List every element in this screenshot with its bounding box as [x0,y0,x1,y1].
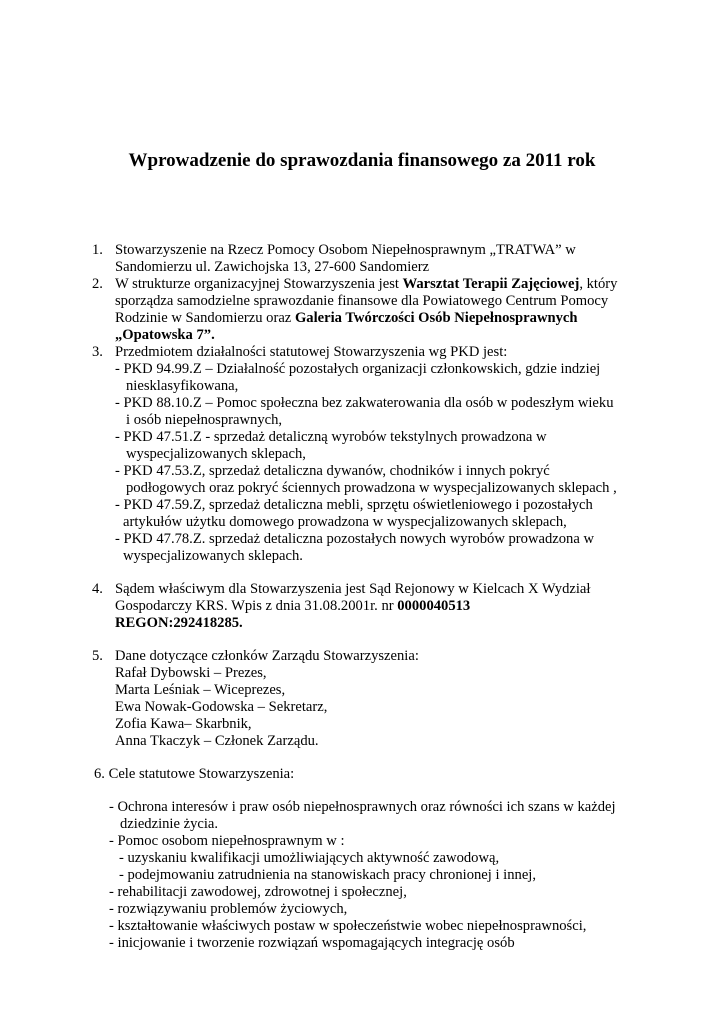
pkd-4-line-1: - PKD 47.53.Z, sprzedaż detaliczna dywanów, chodników i innych pokryć [115,463,550,479]
item-4-line-3 [115,615,243,632]
pkd-6-line-1: - PKD 47.78.Z. sprzedaż detaliczna pozostałych nowych wyrobów prowadzona w [115,531,595,547]
item-5-number: 5. [92,648,103,664]
item-6-heading: 6. Cele statutowe Stowarzyszenia: [94,766,295,782]
item-4-line-1: Sądem właściwym dla Stowarzyszenia jest Sąd Rejonowy w Kielcach X Wydział [115,581,591,597]
goal-2-sub-2: - podejmowaniu zatrudnienia na stanowiskach pracy chronionej i innej, [119,867,537,883]
board-member: Zofia Kawa– Skarbnik, [115,716,252,732]
item-2-line-4 [115,327,215,344]
item-1-line-1: Stowarzyszenie na Rzecz Pomocy Osobom Niepełnosprawnym „TRATWA” w [115,242,576,258]
goal-4: - rozwiązywaniu problemów życiowych, [109,901,348,917]
item-2-line-3-text: Rodzinie w Sandomierzu oraz [115,310,295,326]
item-2-workshop-name: Warsztat Terapii Zajęciowej [402,276,580,292]
pkd-5-line-2: artykułów użytku domowego prowadzona w wyspecjalizowanych sklepach, [123,514,567,530]
document-title: Wprowadzenie do sprawozdania finansowego za 2011 rok [128,150,596,171]
goal-5: - kształtowanie właściwych postaw w społeczeństwie wobec niepełnosprawności, [109,918,587,934]
board-member: Anna Tkaczyk – Członek Zarządu. [115,733,319,749]
board-member: Ewa Nowak-Godowska – Sekretarz, [115,699,328,715]
item-4-line-2 [115,598,470,615]
goal-2: - Pomoc osobom niepełnosprawnym w : [109,833,345,849]
item-4-number: 4. [92,581,103,597]
item-4-line-2-text: Gospodarczy KRS. Wpis z dnia 31.08.2001r. nr [115,598,398,614]
item-2-line-2: sporządza samodzielne sprawozdanie finansowe dla Powiatowego Centrum Pomocy [115,293,609,309]
goal-3: - rehabilitacji zawodowej, zdrowotnej i społecznej, [109,884,407,900]
goal-2-sub-1: - uzyskaniu kwalifikacji umożliwiających aktywność zawodową, [119,850,500,866]
item-3-intro: Przedmiotem działalności statutowej Stowarzyszenia wg PKD jest: [115,344,508,360]
pkd-5-line-1: - PKD 47.59.Z, sprzedaż detaliczna mebli, sprzętu oświetleniowego i pozostałych [115,497,593,513]
item-2-line-1-text-b: , który [579,276,618,292]
item-2-number: 2. [92,276,103,292]
item-5-intro: Dane dotyczące członków Zarządu Stowarzyszenia: [115,648,419,664]
pkd-4-line-2: podłogowych oraz pokryć ściennych prowadzona w wyspecjalizowanych sklepach , [126,480,617,496]
board-member: Marta Leśniak – Wiceprezes, [115,682,286,698]
item-2-line-1 [115,276,617,293]
pkd-2-line-1: - PKD 88.10.Z – Pomoc społeczna bez zakwaterowania dla osób w podeszłym wieku [115,395,614,411]
goal-6: - inicjowanie i tworzenie rozwiązań wspomagających integrację osób [109,935,515,951]
item-3-number: 3. [92,344,103,360]
goal-1-line-2: dziedzinie życia. [120,816,219,832]
item-4-regon: REGON:292418285. [115,615,243,631]
pkd-1-line-2: niesklasyfikowana, [126,378,239,394]
item-2-line-3 [115,310,577,327]
pkd-3-line-1: - PKD 47.51.Z - sprzedaż detaliczną wyrobów tekstylnych prowadzona w [115,429,547,445]
item-2-gallery-address: „Opatowska 7”. [115,327,215,343]
item-1-number: 1. [92,242,103,258]
goal-1-line-1: - Ochrona interesów i praw osób niepełnosprawnych oraz równości ich szans w każdej [109,799,616,815]
pkd-2-line-2: i osób niepełnosprawnych, [126,412,283,428]
pkd-1-line-1: - PKD 94.99.Z – Działalność pozostałych organizacji członkowskich, gdzie indziej [115,361,601,377]
item-2-gallery-name: Galeria Twórczości Osób Niepełnosprawnych [294,310,578,326]
item-2-line-1-text-a: W strukturze organizacyjnej Stowarzyszenia jest [115,276,403,292]
pkd-6-line-2: wyspecjalizowanych sklepach. [123,548,303,564]
pkd-3-line-2: wyspecjalizowanych sklepach, [126,446,306,462]
item-1-line-2: Sandomierzu ul. Zawichojska 13, 27-600 Sandomierz [115,259,430,275]
item-4-krs-number: 0000040513 [397,598,471,614]
board-member: Rafał Dybowski – Prezes, [115,665,267,681]
